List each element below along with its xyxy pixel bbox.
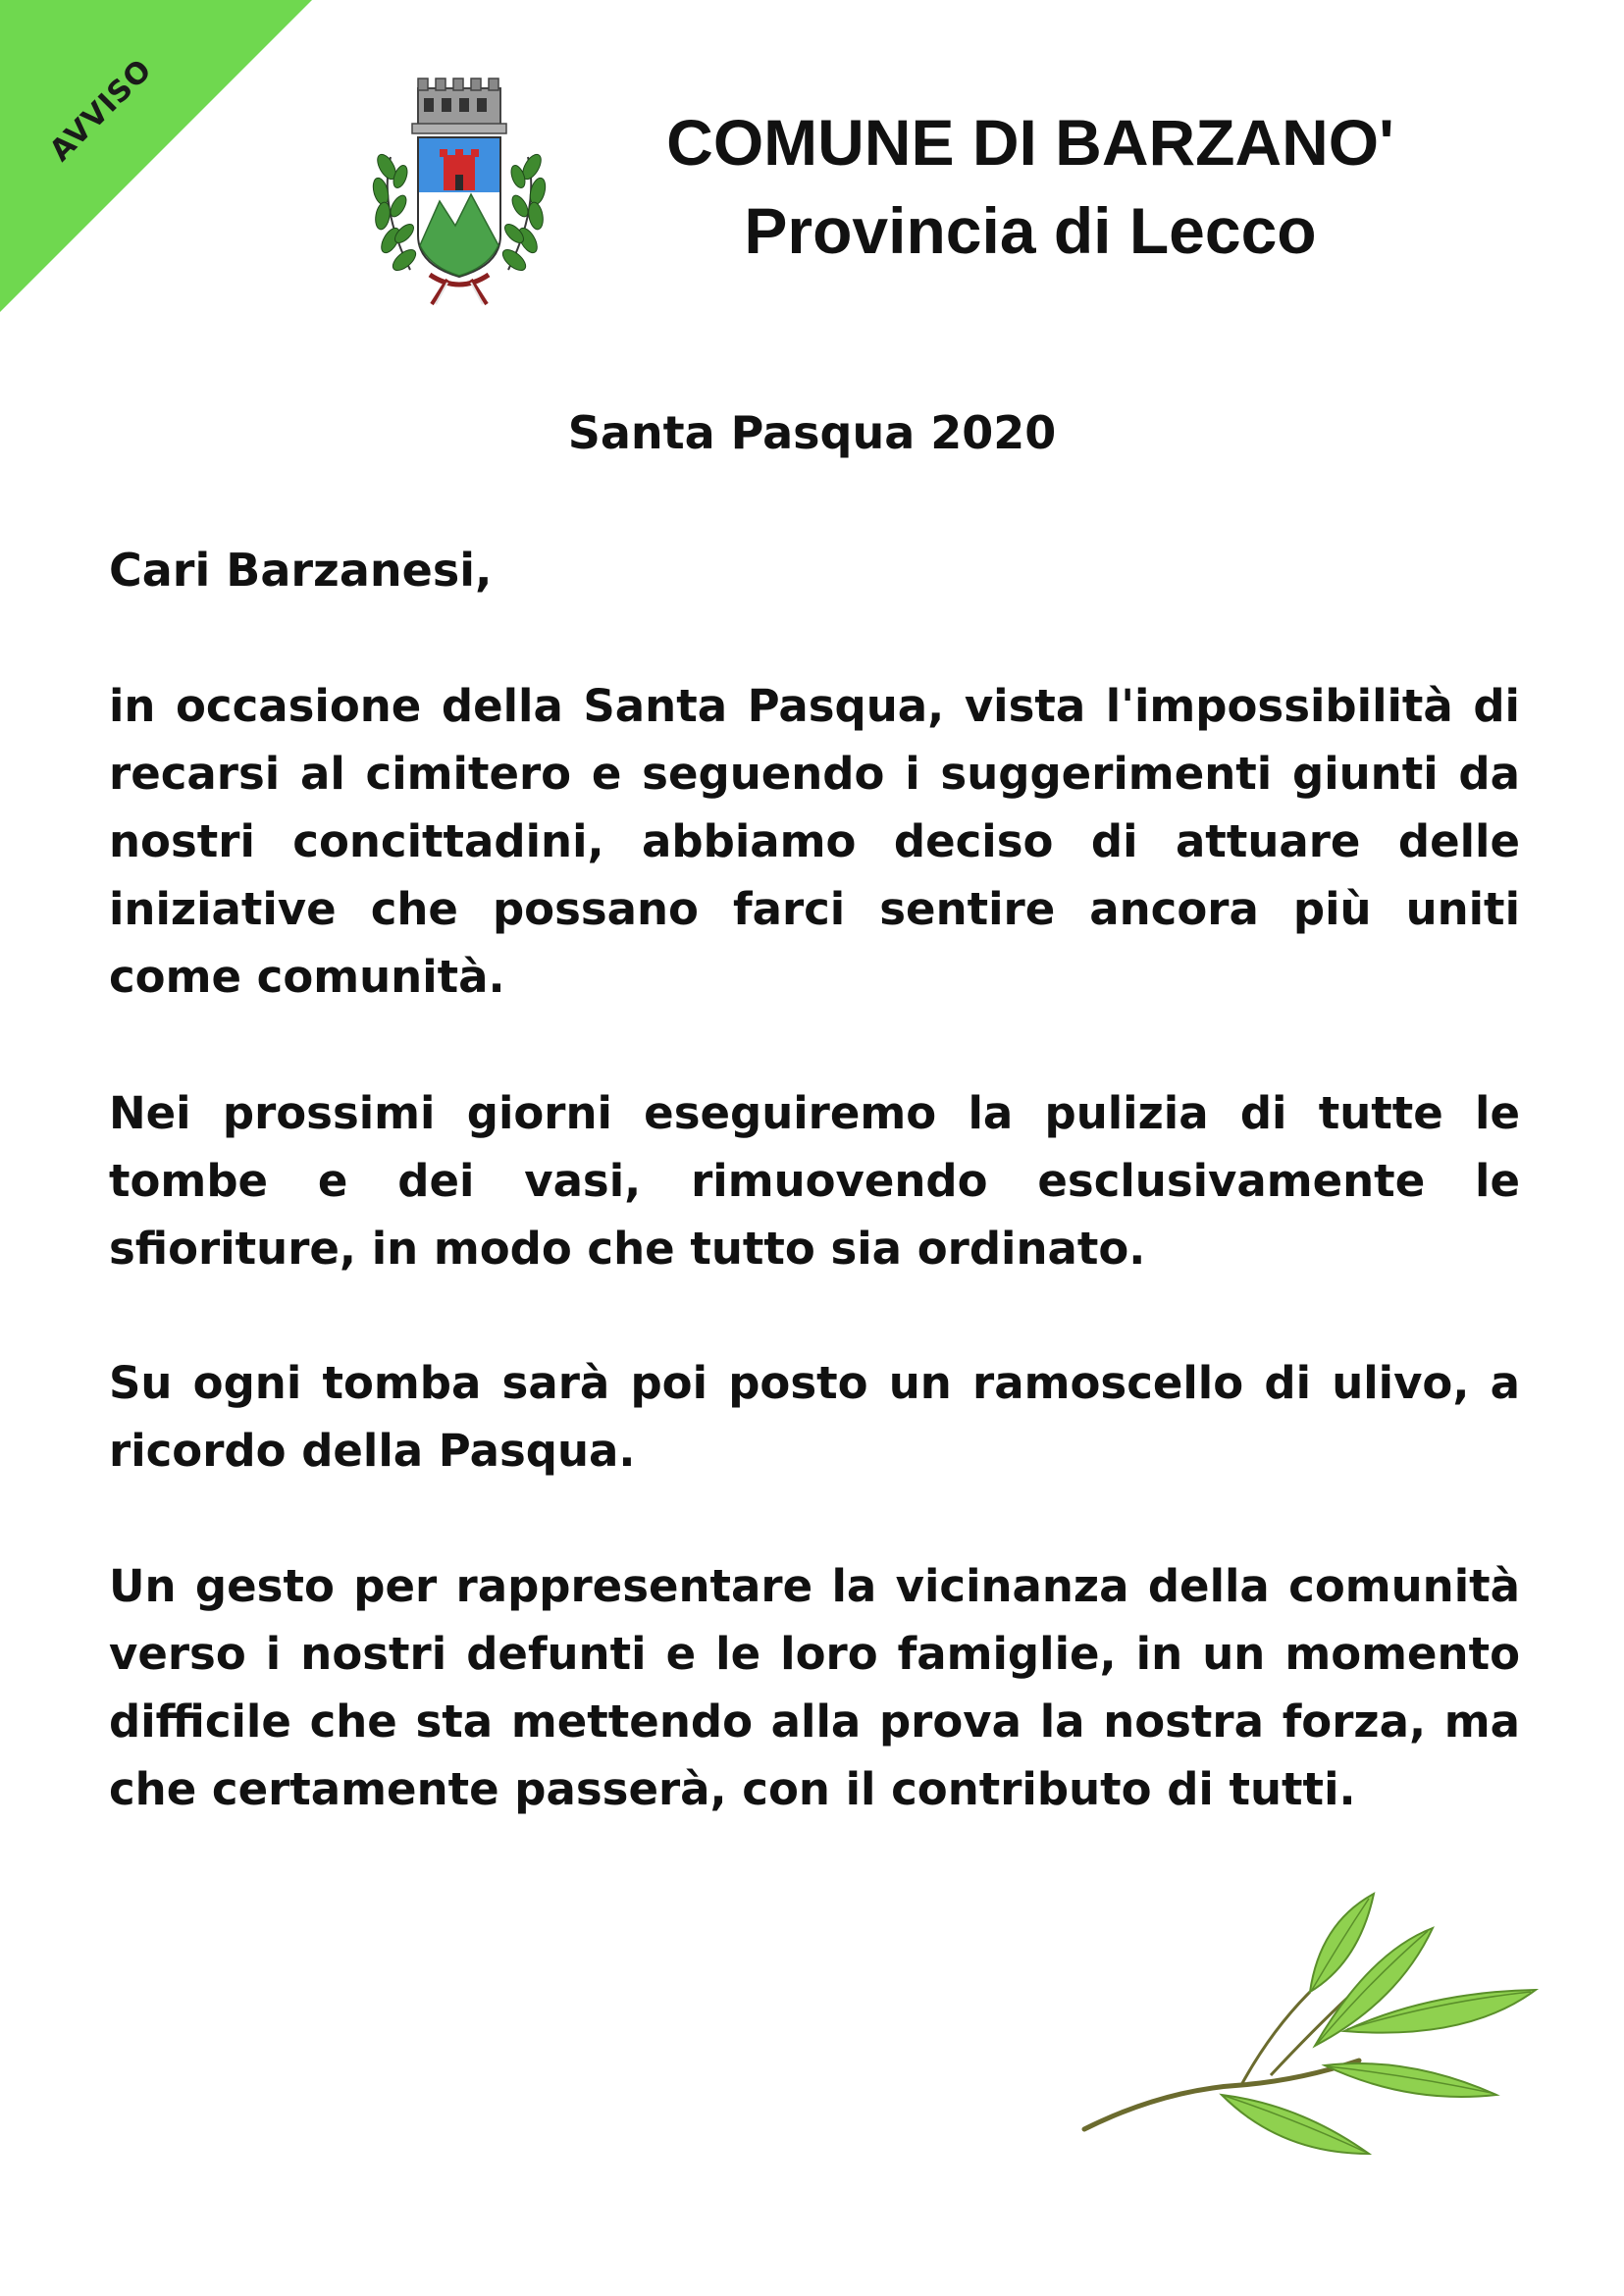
paragraph-intro: in occasione della Santa Pasqua, vista l'impossibilità di recarsi al cimitero e seguendo i suggerimenti giunti da nostri concittadini, abbiamo deciso di attuare delle iniziative che possano farci sentire ancora più uniti come comunità. [109, 680, 1520, 1003]
document-title: Santa Pasqua 2020 [567, 406, 1057, 459]
olive-branch-icon [1074, 1884, 1545, 2178]
paragraph-olive-branch: Su ogni tomba sarà poi posto un ramoscello di ulivo, a ricordo della Pasqua. [109, 1357, 1520, 1477]
paragraph-cleaning: Nei prossimi giorni eseguiremo la pulizia di tutte le tombe e dei vasi, rimuovendo esclusivamente le sfioriture, in modo che tutto sia ordinato. [109, 1087, 1520, 1275]
crown-icon [412, 78, 506, 133]
ribbon-icon [430, 275, 489, 304]
province-name: Provincia di Lecco [744, 194, 1317, 267]
paragraph-closing: Un gesto per rappresentare la vicinanza della comunità verso i nostri defunti e le loro famiglie, in un momento difficile che sta mettendo alla prova la nostra forza, ma che certamente passerà, con il contributo di tutti. [109, 1560, 1520, 1815]
avviso-corner-badge [0, 0, 319, 319]
municipality-header [589, 98, 1472, 275]
avviso-label: AVVISO [42, 52, 159, 169]
coat-of-arms-icon [361, 69, 557, 309]
shield-icon [418, 137, 500, 277]
municipality-name: COMUNE DI BARZANO' [666, 106, 1394, 179]
greeting: Cari Barzanesi, [109, 544, 493, 597]
